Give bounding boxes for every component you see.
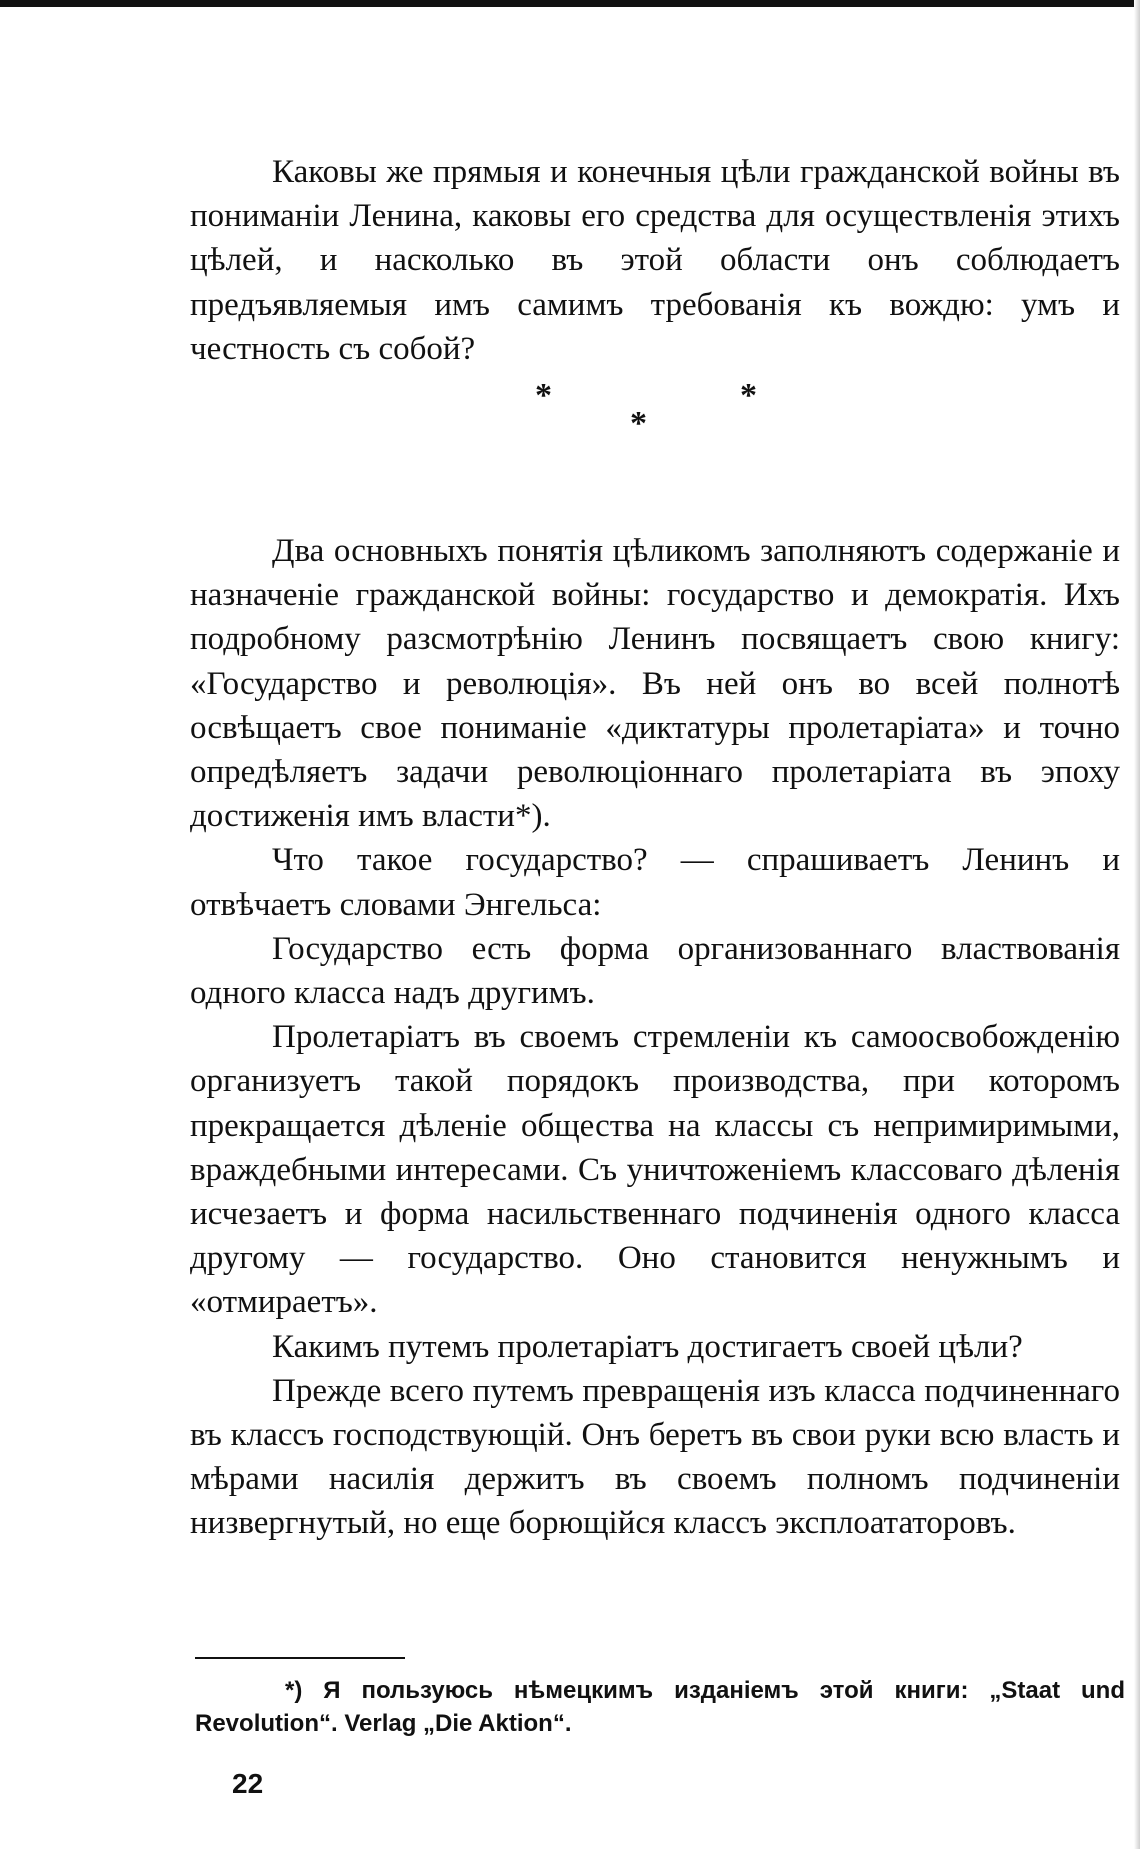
- paragraph-opening-question: Каковы же прямыя и конечныя цѣли гражданской войны въ пониманіи Ленина, каковы его средства для осуществленія этихъ цѣлей, и насколько въ этой области онъ соблюдаетъ предъявляемыя имъ самимъ требованія къ вождю: умъ и честность съ собой?: [190, 154, 1120, 367]
- paragraph-what-is-state: Что такое государство? — спрашиваетъ Ленинъ и отвѣчаетъ словами Энгельса:: [190, 842, 1120, 923]
- top-border-rule: [0, 0, 1140, 7]
- page-edge-shadow: [1134, 0, 1140, 1849]
- footnote-divider: [195, 1657, 405, 1659]
- page-number: 22: [232, 1768, 264, 1799]
- paragraph-engels-quote: Государство есть форма организованнаго властвованія одного класса надъ другимъ.: [190, 930, 1120, 1012]
- paragraph-state-democracy: Два основныхъ понятія цѣликомъ заполняютъ содержаніе и назначеніе гражданской войны: государство и демократія. Ихъ подробному разсмотрѣнію Ленинъ посвящаетъ свою книгу: «Государство и революція». Въ ней онъ во всей полнотѣ освѣщаетъ свое пониманіе «диктатуры пролетаріата» и точно опредѣляетъ задачи революціоннаго пролетаріата въ эпоху достиженія имъ власти*).: [190, 533, 1120, 835]
- paragraph-seizure-of-power: Прежде всего путемъ превращенія изъ класса подчиненнаго въ классъ господствующій. Онъ беретъ въ свои руки всю власть и мѣрами насилія держитъ въ своемъ полномъ подчиненіи низвергнутый, но еще борющійся классъ эксплоататоровъ.: [190, 1372, 1120, 1542]
- separator-star: *: [535, 377, 552, 415]
- page-body: [190, 150, 1120, 1546]
- footnote: *) Я пользуюсь нѣмецкимъ изданіемъ этой книги: „Staat und Revolution“. Verlag „Die Aktion“.: [195, 1677, 1125, 1737]
- separator-star: *: [630, 405, 647, 443]
- section-separator: [190, 379, 1120, 499]
- separator-star: *: [740, 377, 757, 415]
- paragraph-how-achieve-goal: Какимъ путемъ пролетаріатъ достигаетъ своей цѣли?: [272, 1328, 1023, 1365]
- main-text: [190, 529, 1120, 1546]
- paragraph-proletariat-liberation: Пролетаріатъ въ своемъ стремленіи къ самоосвобожденію организуетъ такой порядокъ производства, при которомъ прекращается дѣленіе общества на классы съ непримиримыми, враждебными интересами. Съ уничтоженіемъ классоваго дѣленія исчезаетъ и форма насильственнаго подчиненія одного класса другому — государство. Оно становится ненужнымъ и «отмираетъ».: [190, 1019, 1120, 1321]
